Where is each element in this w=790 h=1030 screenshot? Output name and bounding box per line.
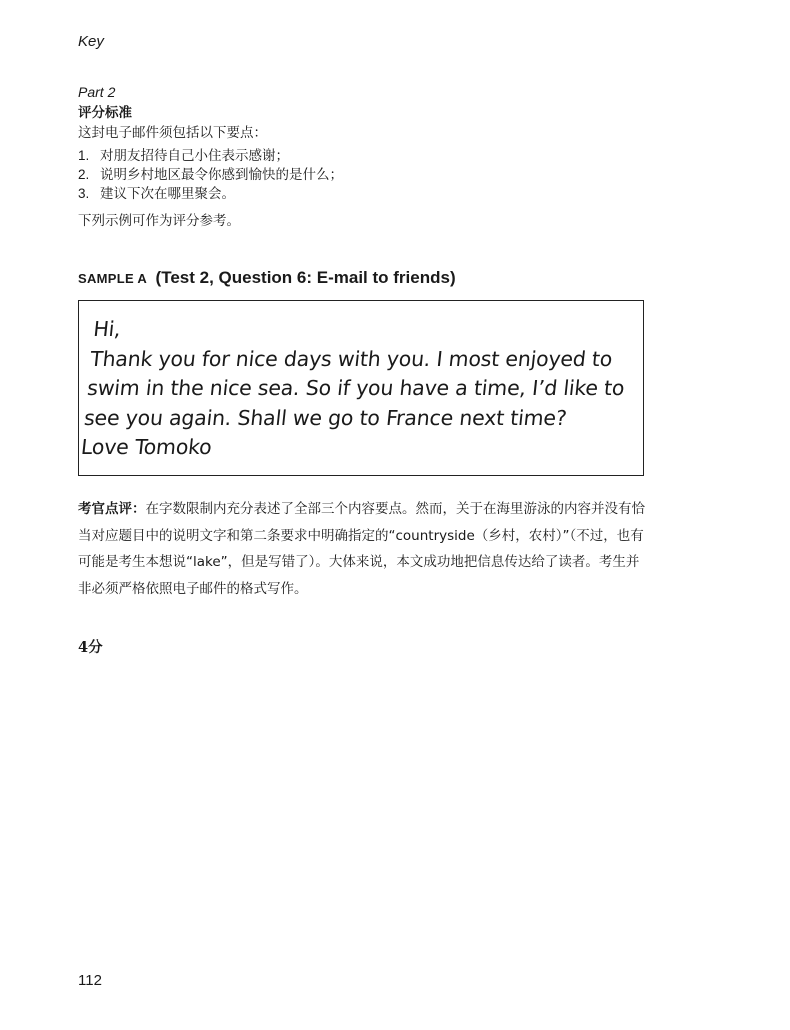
criteria-point	[78, 184, 343, 203]
point-text: 对朋友招待自己小住表示感谢；	[100, 148, 289, 164]
point-number: 1.	[78, 148, 90, 163]
handwritten-letter	[79, 315, 633, 463]
part-heading: Part 2	[78, 84, 116, 100]
criteria-points	[78, 146, 343, 203]
criteria-title: 评分标准	[78, 105, 132, 121]
section-header: Key	[78, 33, 104, 50]
comment-text: 在字数限制内充分表述了全部三个内容要点。然而，关于在海里游泳的内容并没有恰当对应题目中的说明文字和第二条要求中明确指定的“countryside（乡村，农村）”（不过，也有可能是考生本想说“lake”，但是写错了）。大体来说，本文成功地把信息传达给了读者。考生并非必须严格依照电子邮件的格式写作。	[78, 501, 645, 597]
point-number: 2.	[78, 167, 90, 182]
reference-note: 下列示例可作为评分参考。	[78, 213, 240, 229]
letter-line: Thank you for nice days with you. I most enjoyed to	[89, 346, 614, 371]
letter-line: see you again. Shall we go to France next time?	[82, 405, 568, 430]
page-number: 112	[78, 972, 102, 989]
sample-question: (Test 2, Question 6: E-mail to friends)	[155, 268, 456, 287]
letter-line: Love Tomoko	[79, 435, 213, 459]
criteria-point	[78, 146, 343, 165]
criteria-point	[78, 165, 343, 184]
point-text: 说明乡村地区最令你感到愉快的是什么；	[100, 167, 343, 183]
examiner-comment	[78, 496, 648, 602]
sample-heading	[78, 268, 456, 288]
score: 4分	[78, 639, 103, 656]
sample-letter-box	[78, 300, 644, 476]
comment-label: 考官点评：	[78, 501, 146, 517]
letter-line: swim in the nice sea. So if you have a time, I’d like to	[86, 376, 626, 400]
criteria-intro: 这封电子邮件须包括以下要点：	[78, 125, 267, 141]
sample-label: SAMPLE A	[78, 271, 148, 286]
point-number: 3.	[78, 186, 90, 201]
letter-line: Hi,	[92, 317, 122, 341]
point-text: 建议下次在哪里聚会。	[100, 186, 235, 202]
